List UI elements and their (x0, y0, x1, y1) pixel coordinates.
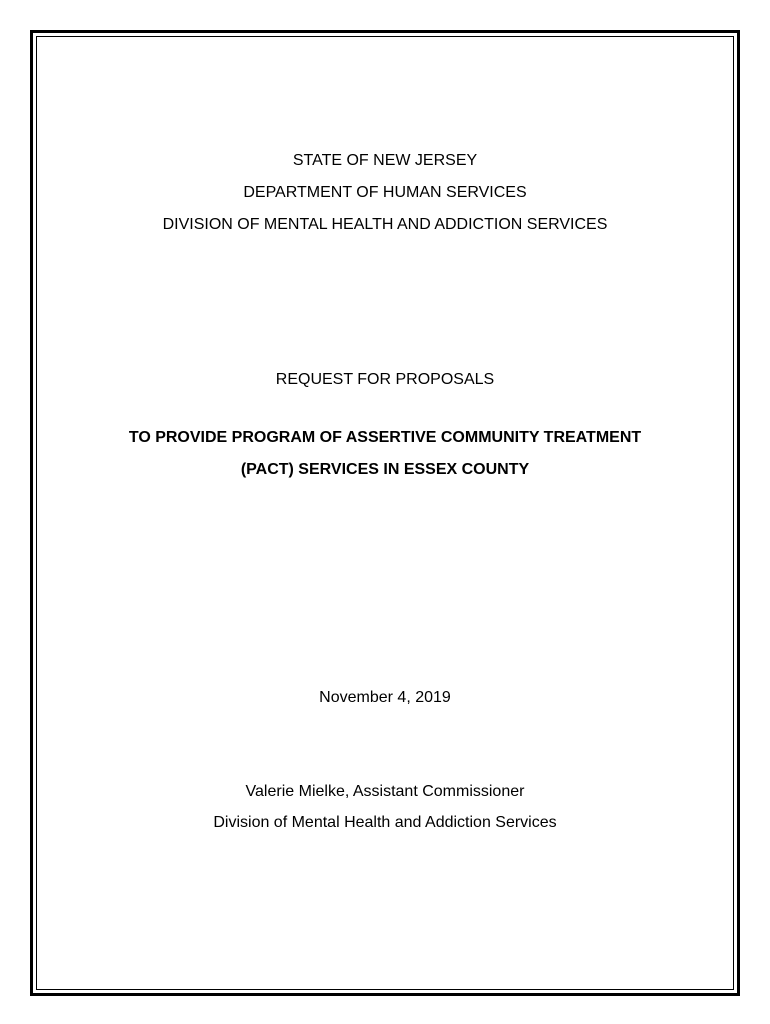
page-border-inner (36, 36, 734, 990)
rfp-title-line2: (PACT) SERVICES IN ESSEX COUNTY (240, 461, 530, 478)
signatory-name-title: Valerie Mielke, Assistant Commissioner (245, 783, 525, 800)
issue-date: November 4, 2019 (319, 689, 451, 706)
header-division: DIVISION OF MENTAL HEALTH AND ADDICTION SERVICES (162, 216, 608, 233)
rfp-label: REQUEST FOR PROPOSALS (275, 371, 495, 388)
header-state: STATE OF NEW JERSEY (292, 152, 478, 169)
header-department: DEPARTMENT OF HUMAN SERVICES (243, 184, 527, 201)
rfp-title-line1: TO PROVIDE PROGRAM OF ASSERTIVE COMMUNITY TREATMENT (128, 429, 642, 446)
signatory-division: Division of Mental Health and Addiction Services (213, 814, 557, 831)
